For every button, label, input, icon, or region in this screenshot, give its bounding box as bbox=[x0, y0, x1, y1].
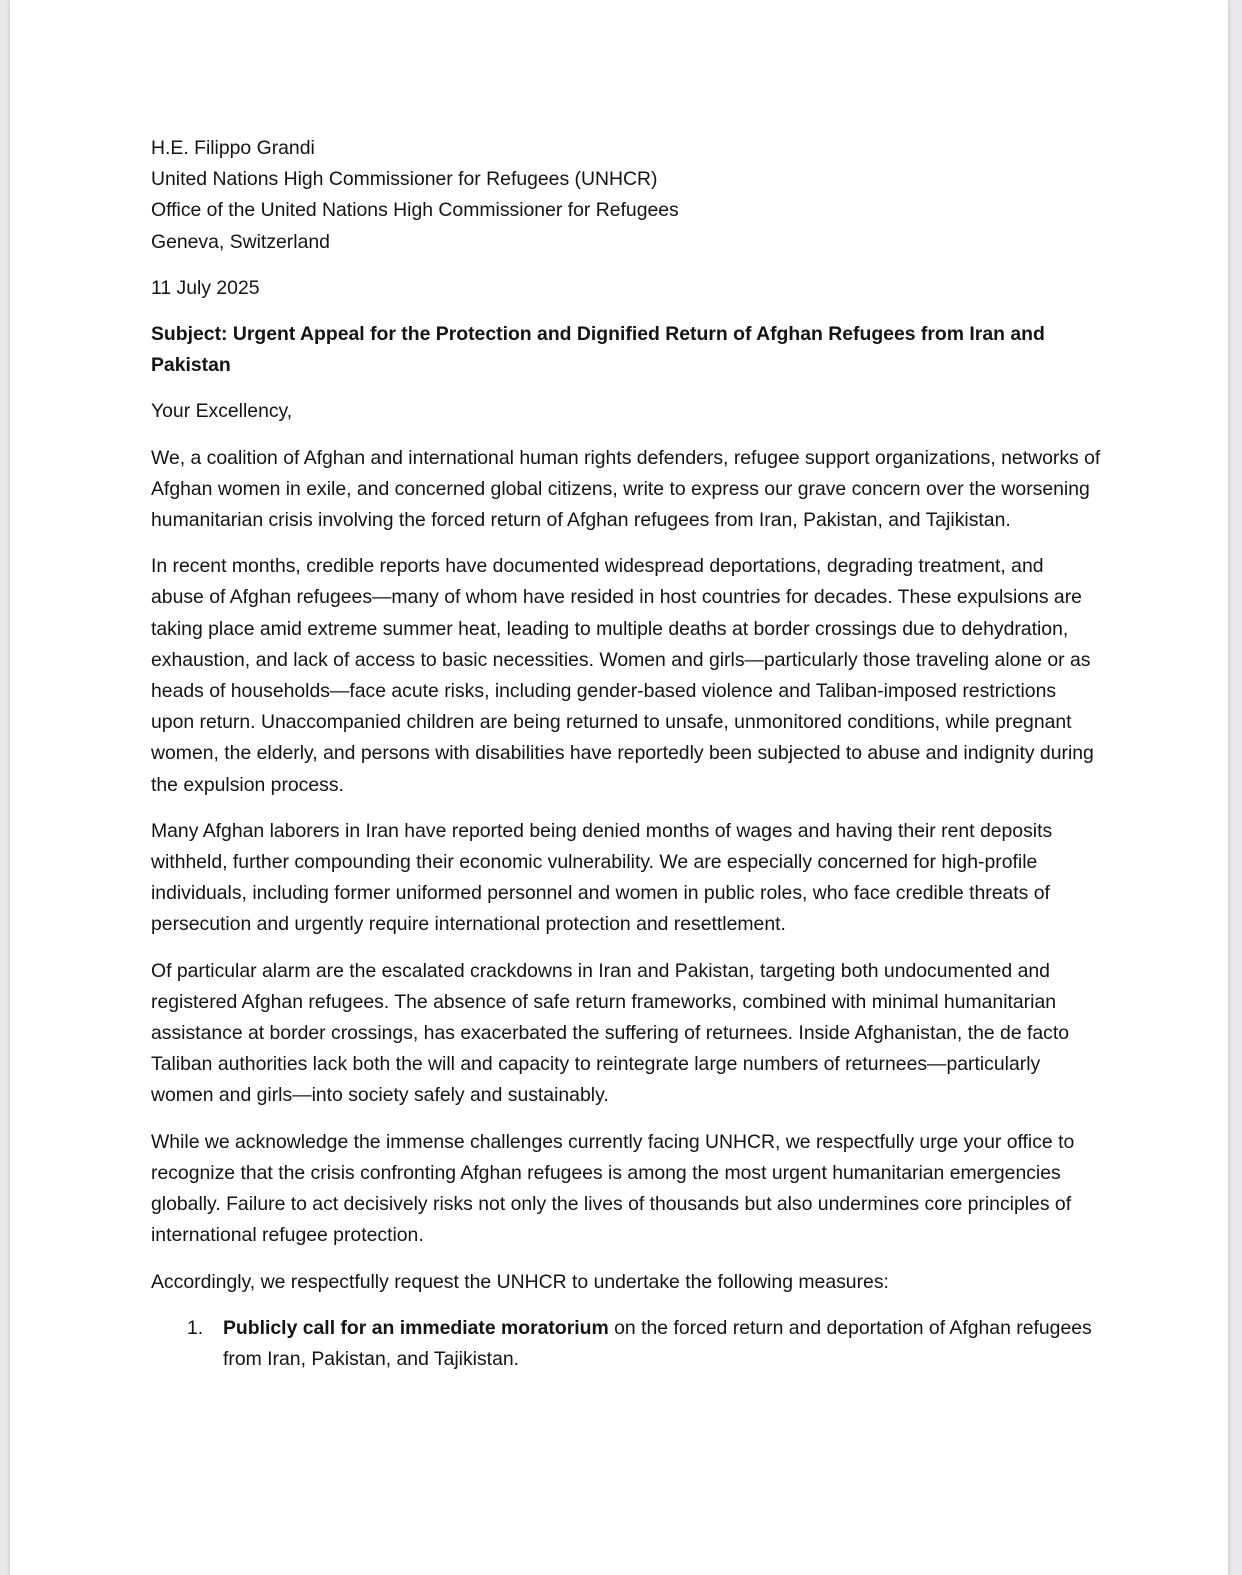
letter-subject: Subject: Urgent Appeal for the Protection and Dignified Return of Afghan Refugees from Iran and Pakistan bbox=[151, 323, 1045, 377]
paragraph-laborers: Many Afghan laborers in Iran have reported being denied months of wages and having their rent deposits withheld, further compounding their economic vulnerability. We are especially concerned for high-profile individuals, including former uniformed personnel and women in public roles, who face credible threats of persecution and urgently require international protection and resettlement. bbox=[151, 819, 1053, 936]
list-item-emphasis: Publicly call for an immediate moratorium bbox=[223, 1316, 609, 1339]
salutation: Your Excellency, bbox=[151, 400, 293, 423]
recipient-name: H.E. Filippo Grandi bbox=[151, 137, 315, 159]
letter-body bbox=[151, 133, 1101, 1375]
recipient-address bbox=[151, 133, 1101, 258]
paragraph-crackdowns: Of particular alarm are the escalated crackdowns in Iran and Pakistan, targeting both undocumented and registered Afghan refugees. The absence of safe return frameworks, combined with minimal humanitarian assistance at border crossings, has exacerbated the suffering of returnees. Inside Afghanistan, the de facto Taliban authorities lack both the will and capacity to reintegrate large numbers of returnees—particularly women and girls—into society safely and sustainably. bbox=[151, 959, 1070, 1107]
paragraph-reports: In recent months, credible reports have documented widespread deportations, degrading treatment, and abuse of Afghan refugees—many of whom have resided in host countries for decades. These expulsions are taking place amid extreme summer heat, leading to multiple deaths at border crossings due to dehydration, exhaustion, and lack of access to basic necessities. Women and girls—particularly those traveling alone or as heads of households—face acute risks, including gender-based violence and Taliban-imposed restrictions upon return. Unaccompanied children are being returned to unsafe, unmonitored conditions, while pregnant women, the elderly, and persons with disabilities have reportedly been subjected to abuse and indignity during the expulsion process. bbox=[151, 555, 1094, 796]
recipient-title: United Nations High Commissioner for Refugees (UNHCR) bbox=[151, 168, 658, 191]
measures-list bbox=[151, 1313, 1101, 1375]
list-item-text: on the forced return and deportation of Afghan refugees from Iran, Pakistan, and Tajikistan. bbox=[223, 1316, 1092, 1370]
recipient-office: Office of the United Nations High Commissioner for Refugees bbox=[151, 199, 679, 222]
letter-date: 11 July 2025 bbox=[151, 276, 260, 299]
paragraph-urge: While we acknowledge the immense challenges currently facing UNHCR, we respectfully urge your office to recognize that the crisis confronting Afghan refugees is among the most urgent humanitarian emergencies globally. Failure to act decisively risks not only the lives of thousands but also undermines core principles of international refugee protection. bbox=[151, 1130, 1075, 1247]
paragraph-request: Accordingly, we respectfully request the UNHCR to undertake the following measures: bbox=[151, 1270, 889, 1293]
list-item bbox=[151, 1313, 1101, 1375]
recipient-location: Geneva, Switzerland bbox=[151, 230, 330, 253]
list-item-number: 1. bbox=[187, 1316, 204, 1339]
paragraph-intro: We, a coalition of Afghan and international human rights defenders, refugee support organizations, networks of Afghan women in exile, and concerned global citizens, write to express our grave concern over the worsening humanitarian crisis involving the forced return of Afghan refugees from Iran, Pakistan, and Tajikistan. bbox=[151, 446, 1101, 532]
letter-page bbox=[10, 0, 1228, 1575]
